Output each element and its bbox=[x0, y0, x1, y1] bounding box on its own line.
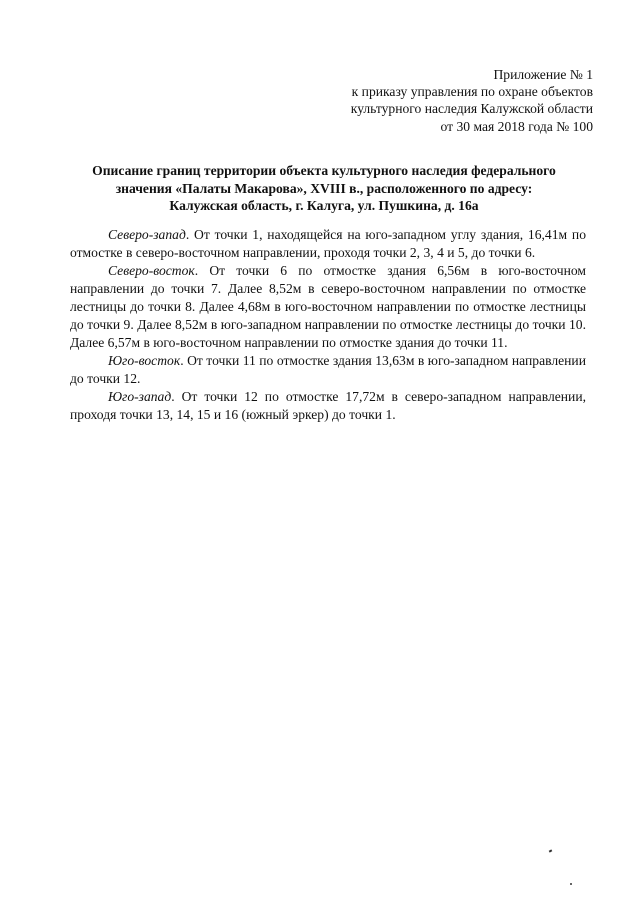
appendix-line: Приложение № 1 bbox=[493, 67, 593, 82]
direction-label: Северо-запад bbox=[108, 227, 186, 242]
document-body bbox=[70, 226, 586, 424]
boundary-paragraph bbox=[70, 226, 586, 262]
appendix-line: культурного наследия Калужской области bbox=[350, 101, 593, 117]
scan-speck bbox=[549, 849, 553, 852]
paragraph-text: . От точки 6 по отмостке здания 6,56м в юго-восточном направлении до точки 7. Далее 8,52м в северо-восточном направлении по отмостке лестницы до точки 8. Далее 4,68м в юго-восточном направлении по отмостке лестницы до точки 9. Далее 8,52м в юго-западном направлении по отмостке лестницы до точки 10. Далее 6,57м в юго-восточном направлении по отмостке здания до точки 11. bbox=[70, 263, 586, 350]
direction-label: Юго-восток bbox=[108, 353, 181, 368]
paragraph-text: . От точки 12 по отмостке 17,72м в северо-западном направлении, проходя точки 13, 14, 15 и 16 (южный эркер) до точки 1. bbox=[70, 389, 586, 422]
document-title bbox=[60, 162, 588, 215]
direction-label: Северо-восток bbox=[108, 263, 195, 278]
appendix-line: к приказу управления по охране объектов bbox=[351, 84, 593, 100]
boundary-paragraph bbox=[70, 388, 586, 424]
paragraph-text: . От точки 1, находящейся на юго-западном углу здания, 16,41м по отмостке в северо-восточном направлении, проходя точки 2, 3, 4 и 5, до точки 6. bbox=[70, 227, 586, 260]
appendix-line: от 30 мая 2018 года № 100 bbox=[440, 118, 593, 134]
title-line: значения «Палаты Макарова», XVIII в., расположенного по адресу: bbox=[115, 180, 533, 196]
paragraph-text: . От точки 11 по отмостке здания 13,63м в юго-западном направлении до точки 12. bbox=[70, 353, 586, 386]
direction-label: Юго-запад bbox=[108, 389, 172, 404]
title-line: Калужская область, г. Калуга, ул. Пушкина, д. 16а bbox=[169, 198, 479, 213]
appendix-header bbox=[351, 66, 593, 135]
title-line: Описание границ территории объекта культурного наследия федерального bbox=[92, 163, 556, 178]
boundary-paragraph bbox=[70, 352, 586, 388]
scan-speck bbox=[570, 883, 572, 885]
boundary-paragraph bbox=[70, 262, 586, 352]
